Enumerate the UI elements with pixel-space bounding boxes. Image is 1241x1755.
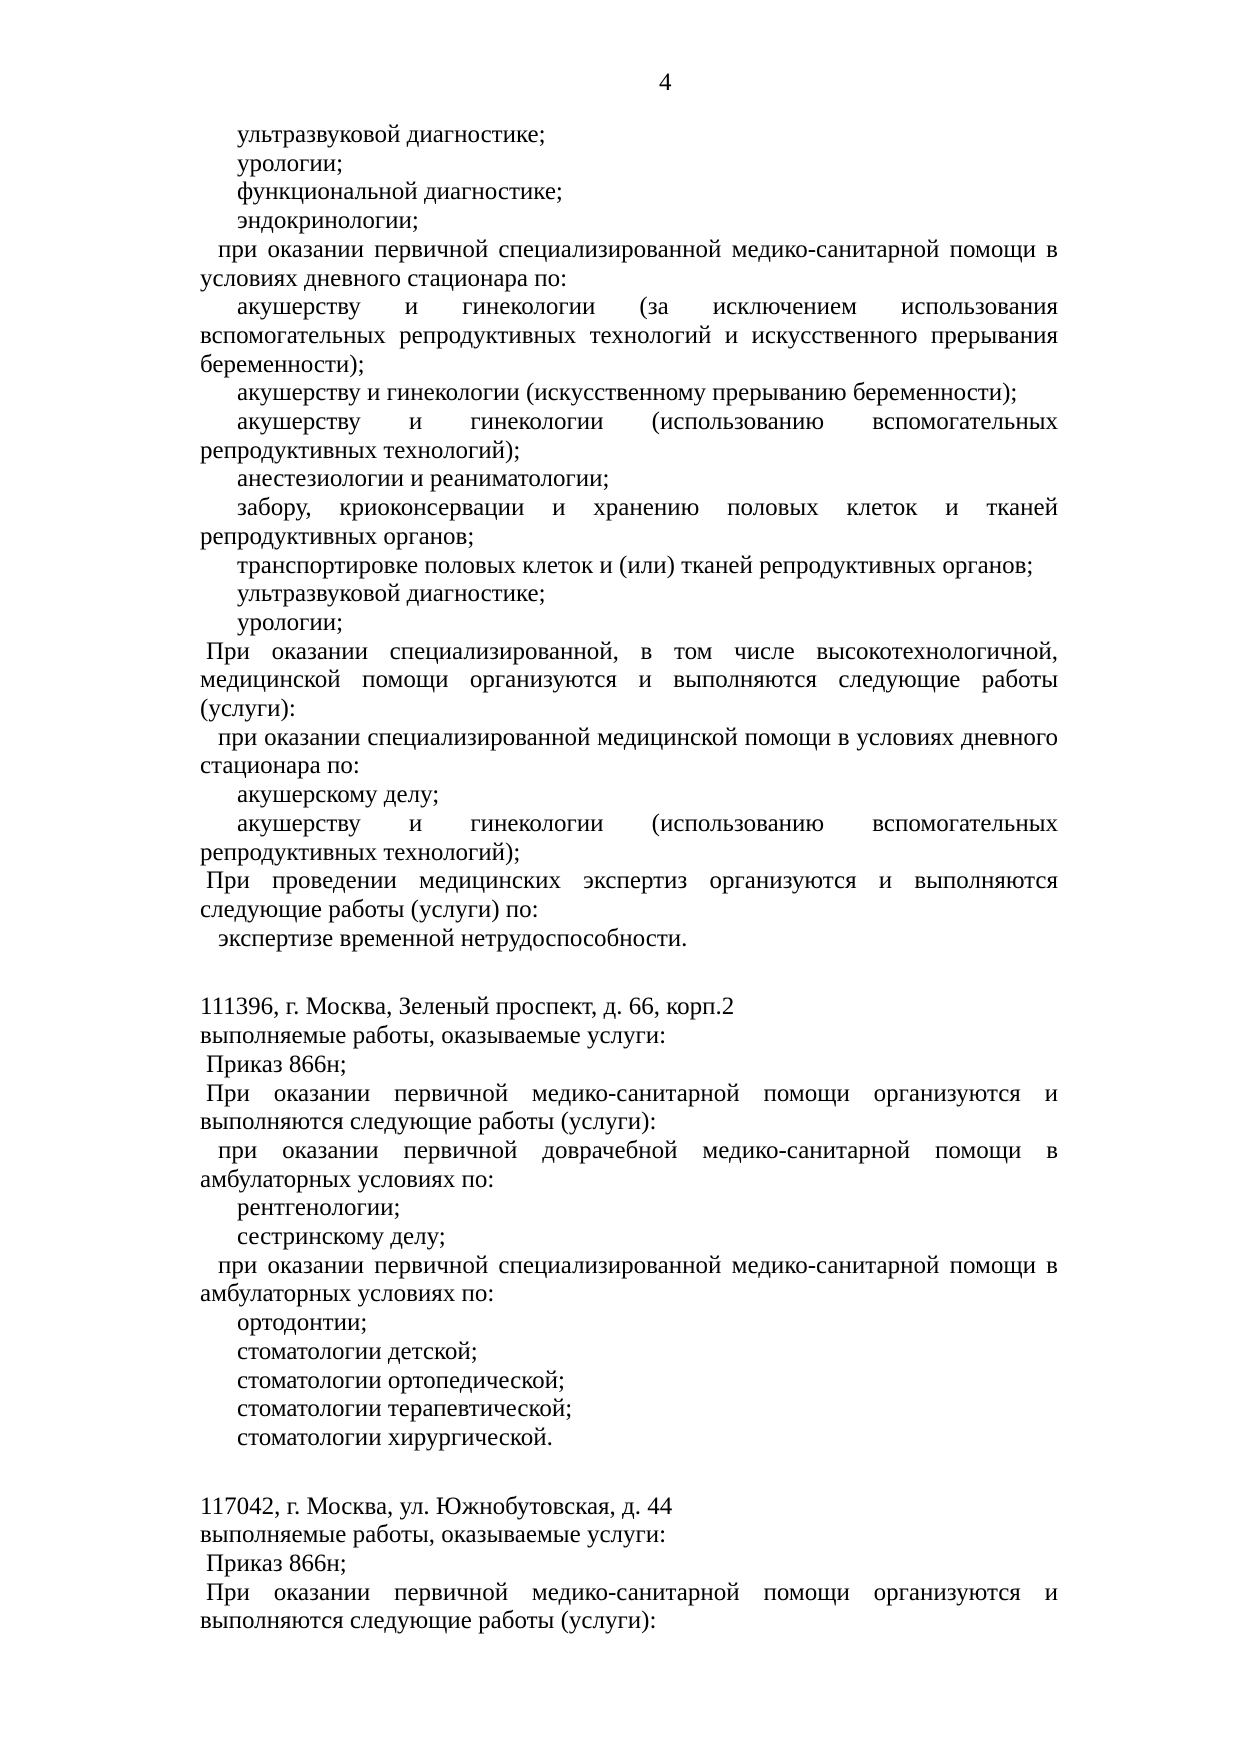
service-item: ультразвуковой диагностике;	[237, 580, 546, 608]
service-item: транспортировке половых клеток и (или) тканей репродуктивных органов;	[237, 551, 1034, 579]
works-label: выполняемые работы, оказываемые услуги:	[200, 1521, 667, 1549]
service-item: акушерству и гинекологии (использованию вспомогательных репродуктивных технологий);	[200, 408, 1058, 464]
order-reference: Приказ 866н;	[206, 1550, 347, 1578]
works-label: выполняемые работы, оказываемые услуги:	[200, 1022, 667, 1050]
service-item: эндокринологии;	[237, 207, 419, 235]
service-item: урологии;	[237, 149, 344, 177]
service-item: урологии;	[237, 608, 344, 636]
address-line: 111396, г. Москва, Зеленый проспект, д. 66, корп.2	[200, 993, 735, 1021]
clause-paragraph: При оказании первичной медико-санитарной помощи организуются и выполняются следующие работы (услуги):	[200, 1079, 1058, 1136]
service-item: акушерству и гинекологии (использованию вспомогательных репродуктивных технологий);	[200, 809, 1058, 866]
service-item: стоматологии детской;	[237, 1337, 478, 1365]
service-item: акушерскому делу;	[237, 781, 440, 809]
sub-clause: при оказании специализированной медицинской помощи в условиях дневного стационара по:	[200, 723, 1058, 780]
page-number: 4	[659, 69, 672, 96]
service-item: анестезиологии и реаниматологии;	[237, 465, 610, 493]
service-item: акушерству и гинекологии (за исключением использования вспомогательных репродуктивных технологий и искусственного прерывания беременности);	[200, 293, 1058, 378]
document-content	[200, 121, 1058, 1636]
clause-paragraph: При оказании первичной медико-санитарной помощи организуются и выполняются следующие работы (услуги):	[200, 1578, 1058, 1635]
sub-clause: при оказании первичной доврачебной медико-санитарной помощи в амбулаторных условиях по:	[200, 1136, 1058, 1193]
service-item: акушерству и гинекологии (искусственному прерыванию беременности);	[237, 379, 1018, 407]
address-line: 117042, г. Москва, ул. Южнобутовская, д. 44	[200, 1492, 673, 1520]
service-item: стоматологии терапевтической;	[237, 1395, 573, 1423]
service-item: ортодонтии;	[237, 1309, 368, 1337]
service-item: экспертизе временной нетрудоспособности.	[218, 924, 688, 952]
sub-clause: при оказании первичной специализированной медико-санитарной помощи в условиях дневного стационара по:	[200, 235, 1058, 292]
service-item: ультразвуковой диагностике;	[237, 121, 546, 148]
clause-paragraph: При оказании специализированной, в том числе высокотехнологичной, медицинской помощи организуются и выполняются следующие работы (услуги):	[200, 637, 1058, 723]
service-item: стоматологии ортопедической;	[237, 1366, 565, 1394]
service-item: сестринскому делу;	[237, 1223, 446, 1251]
service-item: стоматологии хирургической.	[237, 1423, 553, 1451]
clause-paragraph: При проведении медицинских экспертиз организуются и выполняются следующие работы (услуги) по:	[200, 867, 1058, 923]
order-reference: Приказ 866н;	[206, 1050, 347, 1078]
service-item: забору, криоконсервации и хранению половых клеток и тканей репродуктивных органов;	[200, 494, 1058, 550]
service-item: функциональной диагностике;	[237, 178, 563, 206]
sub-clause: при оказании первичной специализированной медико-санитарной помощи в амбулаторных условиях по:	[200, 1251, 1058, 1308]
service-item: рентгенологии;	[237, 1194, 401, 1222]
